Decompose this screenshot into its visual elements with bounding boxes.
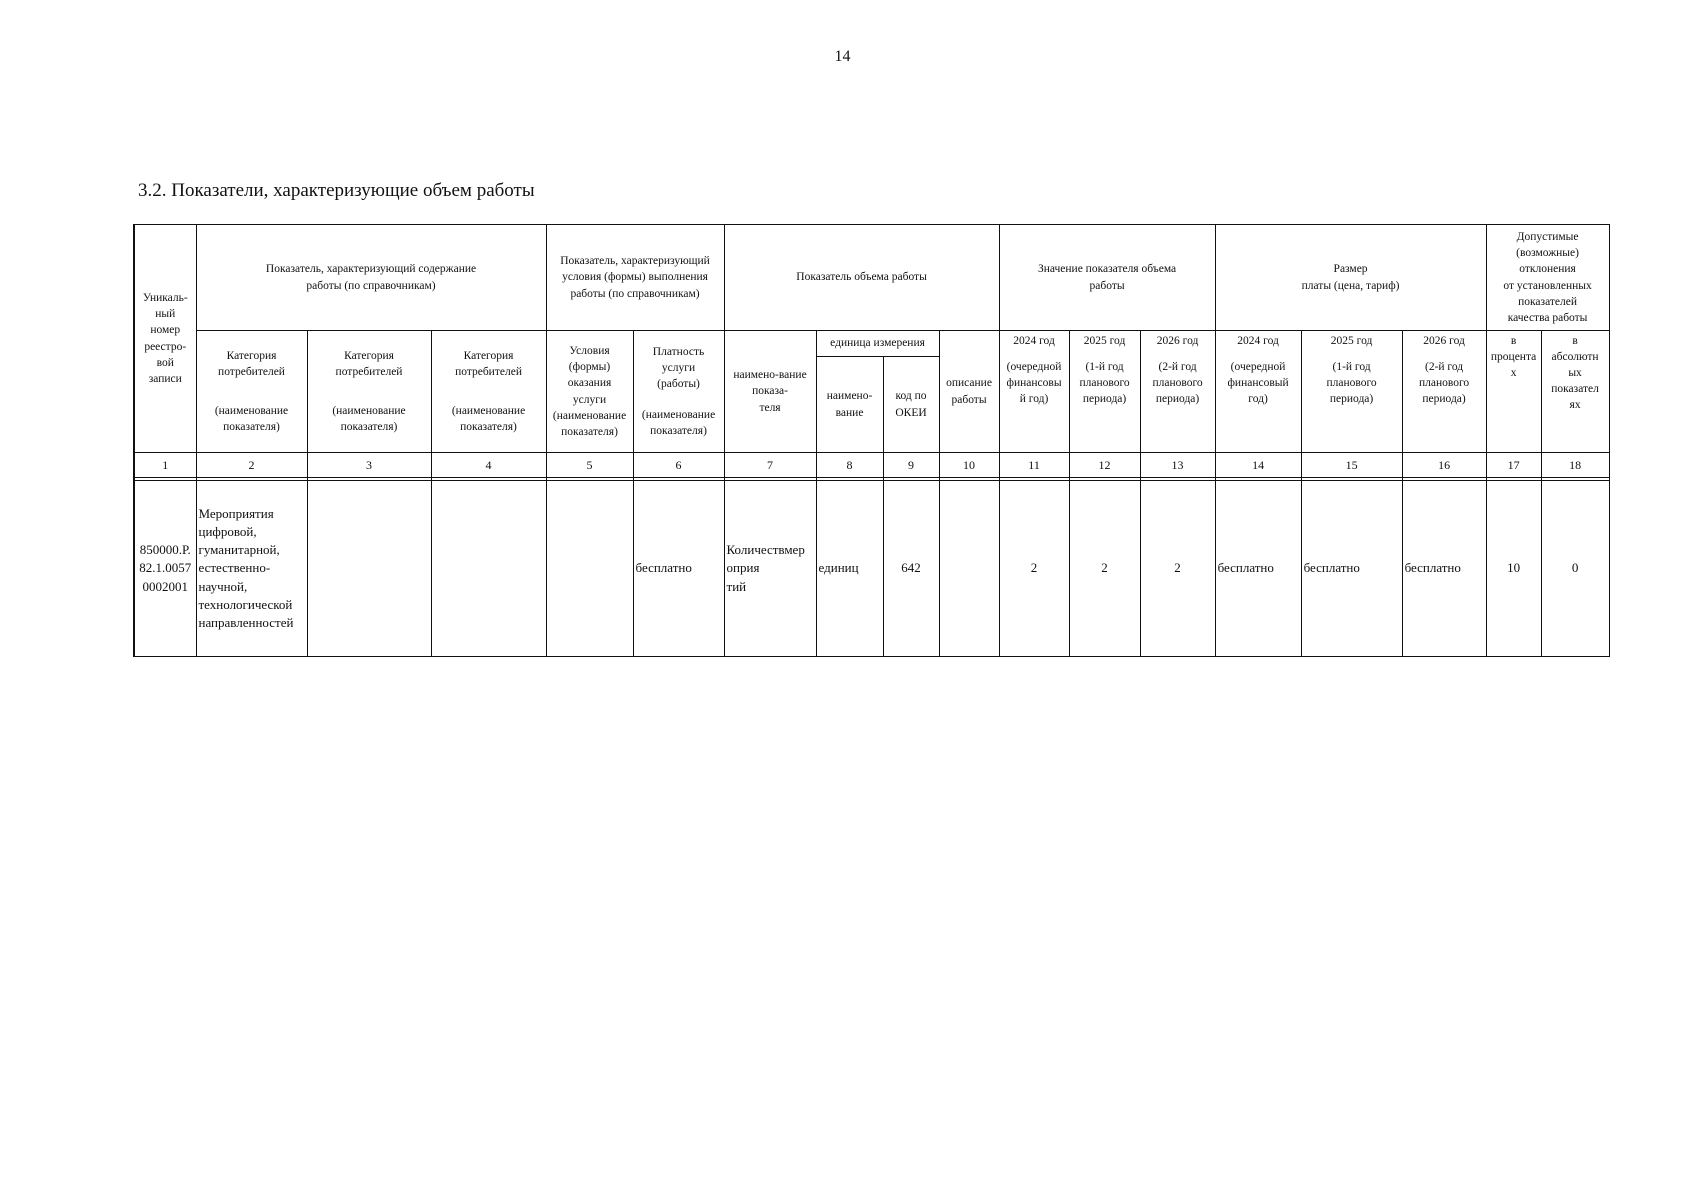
header-category-1-title: Категория потребителей [218, 350, 285, 379]
cell-category-1: Мероприятия цифровой, гуманитарной, естественно- научной, технологической направленностей [196, 481, 307, 657]
column-number: 14 [1215, 453, 1301, 478]
cell-value-2026: 2 [1140, 481, 1215, 657]
header-value-group: Значение показателя объема работы [999, 225, 1215, 331]
cell-category-2 [307, 481, 431, 657]
header-fee-group: Размер платы (цена, тариф) [1215, 225, 1486, 331]
column-number: 5 [546, 453, 633, 478]
header-value-2025-year: 2025 год [1083, 335, 1126, 347]
header-category-3-note: (наименование показателя) [451, 404, 526, 433]
cell-category-3 [431, 481, 546, 657]
cell-value-2025: 2 [1069, 481, 1140, 657]
cell-unit-name: единиц [816, 481, 883, 657]
column-number: 10 [939, 453, 999, 478]
header-deviation-percent: в процента х [1486, 331, 1541, 453]
cell-registry-number: 850000.Р. 82.1.0057 0002001 [134, 481, 196, 657]
column-number: 11 [999, 453, 1069, 478]
cell-deviation-absolute: 0 [1541, 481, 1609, 657]
header-indicator-name: наимено-вание показа- теля [724, 331, 816, 453]
column-number: 18 [1541, 453, 1609, 478]
cell-fee-2025: бесплатно [1301, 481, 1402, 657]
section-title: 3.2. Показатели, характеризующие объем работы [138, 180, 535, 201]
header-fee-2026-note: (2-й год планового периода) [1418, 361, 1470, 406]
header-value-2025 [1069, 331, 1140, 453]
header-deviation-absolute: в абсолютн ых показател ях [1541, 331, 1609, 453]
column-number: 17 [1486, 453, 1541, 478]
header-category-1-note: (наименование показателя) [214, 404, 289, 433]
column-number: 3 [307, 453, 431, 478]
header-value-2024-year: 2024 год [1013, 335, 1055, 347]
header-unit-group: единица измерения [816, 331, 939, 357]
header-unique-number: Уникаль- ный номер реестро- вой записи [134, 225, 196, 453]
header-deviation-group: Допустимые (возможные) отклонения от установленных показателей качества работы [1486, 225, 1609, 331]
header-fee-2025 [1301, 331, 1402, 453]
header-fee-2024 [1215, 331, 1301, 453]
cell-description [939, 481, 999, 657]
column-number: 6 [633, 453, 724, 478]
header-conditions-group: Показатель, характеризующий условия (формы) выполнения работы (по справочникам) [546, 225, 724, 331]
column-number: 12 [1069, 453, 1140, 478]
header-fee-2024-year: 2024 год [1237, 335, 1279, 347]
header-payment-note: (наименование показателя) [641, 408, 716, 437]
table-row [134, 481, 1609, 657]
header-fee-2026 [1402, 331, 1486, 453]
header-value-2026 [1140, 331, 1215, 453]
column-number: 1 [134, 453, 196, 478]
header-category-2-title: Категория потребителей [335, 350, 403, 379]
cell-unit-code: 642 [883, 481, 939, 657]
work-volume-table [133, 224, 1610, 657]
header-value-2025-note: (1-й год планового периода) [1079, 361, 1130, 406]
header-category-1 [196, 331, 307, 453]
column-number: 8 [816, 453, 883, 478]
header-value-2026-note: (2-й год планового периода) [1152, 361, 1203, 406]
header-fee-2026-year: 2026 год [1423, 335, 1465, 347]
header-conditions-form: Условия (формы) оказания услуги (наименование показателя) [546, 331, 633, 453]
column-number: 15 [1301, 453, 1402, 478]
cell-indicator: Количествмер оприя тий [724, 481, 816, 657]
header-unit-code: код по ОКЕИ [883, 357, 939, 453]
header-payment-title: Платность услуги (работы) [652, 346, 705, 391]
column-number: 2 [196, 453, 307, 478]
column-numbers-row [134, 453, 1609, 478]
header-category-2 [307, 331, 431, 453]
header-value-2026-year: 2026 год [1156, 335, 1199, 347]
cell-conditions [546, 481, 633, 657]
header-unit-name: наимено- вание [816, 357, 883, 453]
header-content-group: Показатель, характеризующий содержание работы (по справочникам) [196, 225, 546, 331]
cell-fee-2024: бесплатно [1215, 481, 1301, 657]
cell-deviation-percent: 10 [1486, 481, 1541, 657]
header-category-2-note: (наименование показателя) [332, 404, 406, 433]
cell-payment: бесплатно [633, 481, 724, 657]
header-volume-group: Показатель объема работы [724, 225, 999, 331]
header-category-3-title: Категория потребителей [455, 350, 522, 379]
header-fee-2024-note: (очередной финансовый год) [1227, 361, 1289, 406]
column-number: 4 [431, 453, 546, 478]
page-number: 14 [834, 48, 851, 65]
column-number: 9 [883, 453, 939, 478]
cell-value-2024: 2 [999, 481, 1069, 657]
cell-fee-2026: бесплатно [1402, 481, 1486, 657]
header-payment [633, 331, 724, 453]
header-value-2024 [999, 331, 1069, 453]
header-fee-2025-note: (1-й год планового периода) [1326, 361, 1377, 406]
column-number: 7 [724, 453, 816, 478]
column-number: 13 [1140, 453, 1215, 478]
column-number: 16 [1402, 453, 1486, 478]
header-fee-2025-year: 2025 год [1330, 335, 1373, 347]
header-value-2024-note: (очередной финансовы й год) [1006, 361, 1062, 406]
header-work-description: описание работы [939, 331, 999, 453]
header-category-3 [431, 331, 546, 453]
